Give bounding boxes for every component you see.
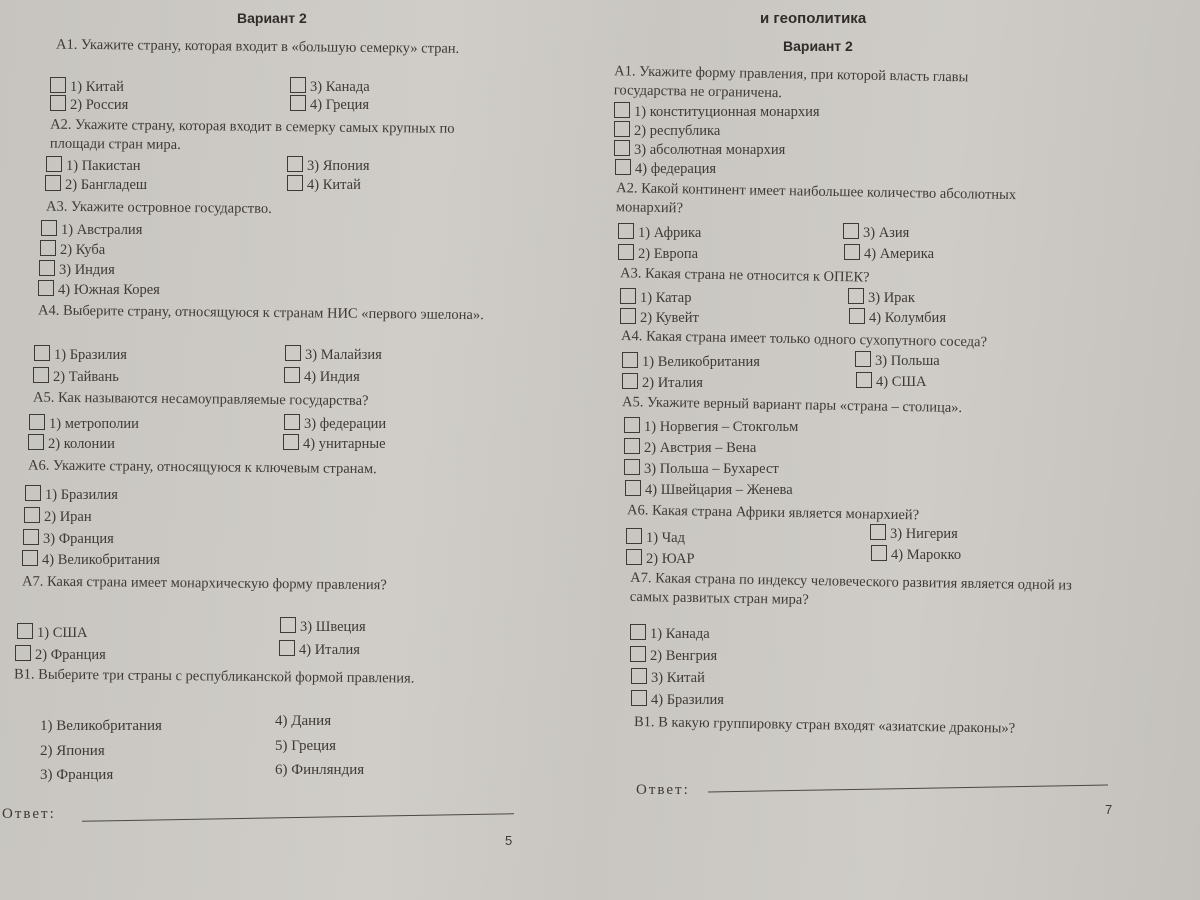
answer-label: Ответ: bbox=[636, 782, 690, 798]
answer-option[interactable]: 4) Греция bbox=[290, 95, 369, 114]
answer-option[interactable]: 2) ЮАР bbox=[626, 549, 695, 568]
answer-option[interactable]: 4) Южная Корея bbox=[38, 280, 160, 299]
checkbox-icon[interactable] bbox=[614, 140, 630, 156]
page-number: 5 bbox=[505, 833, 513, 848]
question-text: А3. Укажите островное государство. bbox=[45, 198, 272, 217]
right-page bbox=[590, 0, 1190, 900]
question-text: А7. Какая страна имеет монархическую форму правления? bbox=[21, 573, 387, 594]
checkbox-icon[interactable] bbox=[849, 308, 865, 324]
checkbox-icon[interactable] bbox=[624, 438, 640, 454]
checkbox-icon[interactable] bbox=[871, 545, 887, 561]
checkbox-icon[interactable] bbox=[614, 121, 630, 137]
checkbox-icon[interactable] bbox=[620, 288, 636, 304]
answer-option[interactable]: 3) Ирак bbox=[848, 288, 915, 307]
question-text: А1. Укажите страну, которая входит в «большую семерку» стран. bbox=[55, 36, 460, 57]
question-text: А5. Как называются несамоуправляемые государства? bbox=[32, 389, 369, 410]
checkbox-icon[interactable] bbox=[50, 95, 66, 111]
answer-option[interactable]: 1) Великобритания bbox=[622, 352, 760, 371]
list-item: 3) Франция bbox=[40, 767, 114, 783]
question-text: А2. Укажите страну, которая входит в семерку самых крупных по площади стран мира. bbox=[49, 116, 455, 153]
question-text: А4. Какая страна имеет только одного сухопутного соседа? bbox=[620, 327, 988, 351]
checkbox-icon[interactable] bbox=[41, 220, 57, 236]
answer-option[interactable]: 1) метрополии bbox=[29, 414, 139, 433]
checkbox-icon[interactable] bbox=[285, 345, 301, 361]
answer-option[interactable]: 1) Африка bbox=[618, 223, 701, 242]
checkbox-icon[interactable] bbox=[624, 459, 640, 475]
answer-option[interactable]: 1) Чад bbox=[626, 528, 685, 547]
answer-option[interactable]: 1) Пакистан bbox=[46, 156, 141, 175]
checkbox-icon[interactable] bbox=[290, 95, 306, 111]
answer-option[interactable]: 2) Европа bbox=[618, 244, 698, 263]
checkbox-icon[interactable] bbox=[28, 434, 44, 450]
answer-option[interactable]: 2) колонии bbox=[28, 434, 115, 453]
answer-option[interactable]: 3) Швеция bbox=[280, 617, 366, 636]
answer-option[interactable]: 1) Бразилия bbox=[34, 345, 127, 364]
checkbox-icon[interactable] bbox=[631, 668, 647, 684]
answer-option[interactable]: 4) Италия bbox=[279, 640, 360, 659]
answer-option[interactable]: 4) Китай bbox=[287, 175, 361, 194]
checkbox-icon[interactable] bbox=[38, 280, 54, 296]
checkbox-icon[interactable] bbox=[39, 260, 55, 276]
checkbox-icon[interactable] bbox=[622, 352, 638, 368]
checkbox-icon[interactable] bbox=[25, 485, 41, 501]
answer-option[interactable]: 1) Норвегия – Стокгольм bbox=[624, 417, 798, 436]
section-title: и геополитика bbox=[760, 10, 867, 27]
checkbox-icon[interactable] bbox=[620, 308, 636, 324]
checkbox-icon[interactable] bbox=[15, 645, 31, 661]
answer-option[interactable]: 3) Нигерия bbox=[870, 524, 958, 543]
checkbox-icon[interactable] bbox=[870, 524, 886, 540]
list-item: 2) Япония bbox=[40, 743, 105, 759]
checkbox-icon[interactable] bbox=[844, 244, 860, 260]
checkbox-icon[interactable] bbox=[46, 156, 62, 172]
answer-option[interactable]: 3) Китай bbox=[631, 668, 705, 687]
checkbox-icon[interactable] bbox=[856, 372, 872, 388]
question-text: А6. Укажите страну, относящуюся к ключевым странам. bbox=[27, 457, 377, 478]
list-item: 4) Дания bbox=[275, 713, 332, 729]
checkbox-icon[interactable] bbox=[279, 640, 295, 656]
answer-option[interactable]: 1) Китай bbox=[50, 77, 124, 96]
checkbox-icon[interactable] bbox=[855, 351, 871, 367]
answer-option[interactable]: 1) конституционная монархия bbox=[614, 102, 820, 121]
checkbox-icon[interactable] bbox=[33, 367, 49, 383]
answer-line[interactable] bbox=[82, 813, 514, 822]
answer-option[interactable]: 2) Венгрия bbox=[630, 646, 717, 665]
answer-option[interactable]: 3) федерации bbox=[284, 414, 386, 433]
checkbox-icon[interactable] bbox=[618, 223, 634, 239]
checkbox-icon[interactable] bbox=[34, 345, 50, 361]
checkbox-icon[interactable] bbox=[615, 159, 631, 175]
checkbox-icon[interactable] bbox=[283, 434, 299, 450]
checkbox-icon[interactable] bbox=[626, 549, 642, 565]
answer-option[interactable]: 3) Франция bbox=[23, 529, 114, 548]
checkbox-icon[interactable] bbox=[280, 617, 296, 633]
answer-option[interactable]: 2) Россия bbox=[50, 95, 128, 114]
left-page bbox=[0, 0, 560, 900]
answer-option[interactable]: 4) Марокко bbox=[871, 545, 961, 564]
answer-option[interactable]: 4) Америка bbox=[844, 244, 934, 263]
answer-line[interactable] bbox=[708, 785, 1108, 793]
checkbox-icon[interactable] bbox=[24, 507, 40, 523]
answer-option[interactable]: 2) Франция bbox=[15, 645, 106, 664]
answer-option[interactable]: 3) абсолютная монархия bbox=[614, 140, 785, 159]
checkbox-icon[interactable] bbox=[624, 417, 640, 433]
checkbox-icon[interactable] bbox=[630, 646, 646, 662]
answer-option[interactable]: 2) Италия bbox=[622, 373, 703, 392]
question-text: А3. Какая страна не относится к ОПЕК? bbox=[619, 265, 870, 286]
question-text: А2. Какой континент имеет наибольшее количество абсолютных монархий? bbox=[615, 180, 1017, 217]
checkbox-icon[interactable] bbox=[287, 156, 303, 172]
answer-option[interactable]: 3) Азия bbox=[843, 223, 909, 242]
answer-option[interactable]: 2) Иран bbox=[24, 507, 92, 526]
checkbox-icon[interactable] bbox=[614, 102, 630, 118]
checkbox-icon[interactable] bbox=[29, 414, 45, 430]
list-item: 1) Великобритания bbox=[40, 718, 162, 734]
checkbox-icon[interactable] bbox=[630, 624, 646, 640]
checkbox-icon[interactable] bbox=[284, 414, 300, 430]
question-text: А5. Укажите верный вариант пары «страна – столица». bbox=[621, 394, 963, 417]
answer-option[interactable]: 3) Польша bbox=[855, 351, 940, 370]
checkbox-icon[interactable] bbox=[22, 550, 38, 566]
answer-option[interactable]: 2) Куба bbox=[40, 240, 105, 259]
answer-option[interactable]: 1) Австралия bbox=[41, 220, 142, 239]
checkbox-icon[interactable] bbox=[843, 223, 859, 239]
answer-option[interactable]: 1) США bbox=[17, 623, 87, 642]
checkbox-icon[interactable] bbox=[618, 244, 634, 260]
answer-option[interactable]: 3) Малайзия bbox=[285, 345, 382, 364]
question-text: В1. Выберите три страны с республиканской формой правления. bbox=[13, 666, 415, 687]
question-text: А7. Какая страна по индексу человеческого развития является одной из самых развитых стран мира? bbox=[629, 569, 1072, 609]
checkbox-icon[interactable] bbox=[17, 623, 33, 639]
checkbox-icon[interactable] bbox=[848, 288, 864, 304]
variant-heading: Вариант 2 bbox=[783, 38, 853, 54]
variant-heading: Вариант 2 bbox=[237, 10, 307, 26]
answer-option[interactable]: 2) Австрия – Вена bbox=[624, 438, 756, 457]
answer-option[interactable]: 3) Польша – Бухарест bbox=[624, 459, 779, 478]
answer-option[interactable]: 2) Кувейт bbox=[620, 308, 699, 327]
answer-label: Ответ: bbox=[2, 806, 56, 822]
answer-option[interactable]: 4) унитарные bbox=[283, 434, 386, 453]
question-text: В1. В какую группировку стран входят «азиатские драконы»? bbox=[633, 713, 1016, 737]
checkbox-icon[interactable] bbox=[631, 690, 647, 706]
answer-option[interactable]: 4) федерация bbox=[615, 159, 716, 178]
checkbox-icon[interactable] bbox=[625, 480, 641, 496]
checkbox-icon[interactable] bbox=[622, 373, 638, 389]
answer-option[interactable]: 2) Тайвань bbox=[33, 367, 119, 386]
answer-option[interactable]: 3) Индия bbox=[39, 260, 115, 279]
checkbox-icon[interactable] bbox=[287, 175, 303, 191]
list-item: 6) Финляндия bbox=[275, 762, 365, 778]
answer-option[interactable]: 2) Бангладеш bbox=[45, 175, 147, 194]
answer-option[interactable]: 3) Япония bbox=[287, 156, 370, 175]
checkbox-icon[interactable] bbox=[40, 240, 56, 256]
checkbox-icon[interactable] bbox=[50, 77, 66, 93]
checkbox-icon[interactable] bbox=[284, 367, 300, 383]
answer-option[interactable]: 1) Канада bbox=[630, 624, 710, 643]
question-text: А1. Укажите форму правления, при которой власть главы государства не ограничена. bbox=[613, 63, 969, 102]
checkbox-icon[interactable] bbox=[45, 175, 61, 191]
answer-option[interactable]: 4) Швейцария – Женева bbox=[625, 480, 793, 499]
answer-option[interactable]: 4) Великобритания bbox=[22, 550, 160, 569]
question-text: А6. Какая страна Африки является монархией? bbox=[626, 502, 920, 524]
question-text: А4. Выберите страну, относящуюся к странам НИС «первого эшелона». bbox=[37, 302, 484, 324]
answer-option[interactable]: 2) республика bbox=[614, 121, 720, 140]
answer-option[interactable]: 4) Бразилия bbox=[631, 690, 724, 709]
answer-option[interactable]: 4) США bbox=[856, 372, 926, 391]
answer-option[interactable]: 4) Индия bbox=[284, 367, 360, 386]
checkbox-icon[interactable] bbox=[290, 77, 306, 93]
answer-option[interactable]: 3) Канада bbox=[290, 77, 370, 96]
checkbox-icon[interactable] bbox=[23, 529, 39, 545]
list-item: 5) Греция bbox=[275, 738, 337, 754]
answer-option[interactable]: 1) Бразилия bbox=[25, 485, 118, 504]
answer-option[interactable]: 4) Колумбия bbox=[849, 308, 946, 327]
page-number: 7 bbox=[1105, 802, 1113, 817]
checkbox-icon[interactable] bbox=[626, 528, 642, 544]
answer-option[interactable]: 1) Катар bbox=[620, 288, 691, 307]
